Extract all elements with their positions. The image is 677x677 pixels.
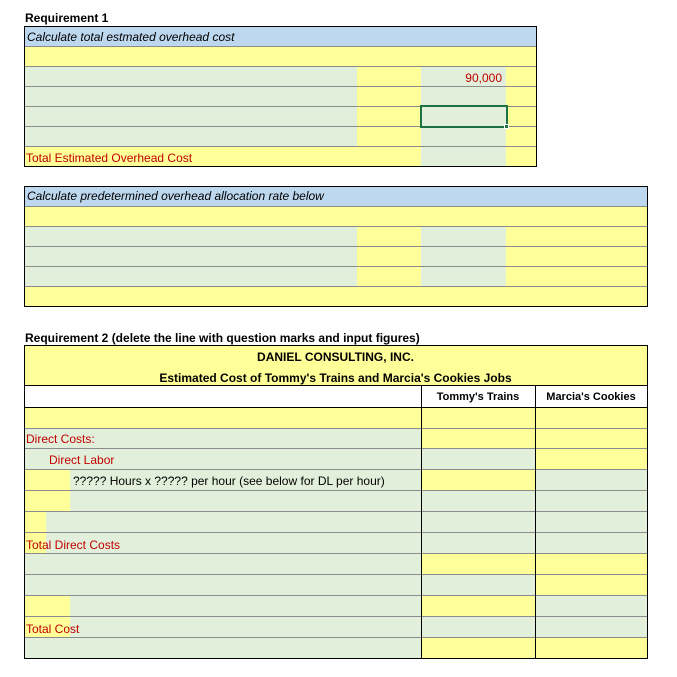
req2-total-cost-label: Total Cost (26, 622, 80, 636)
rate-table (24, 186, 648, 307)
req1-value: 90,000 (465, 71, 502, 85)
req2-subtitle: Estimated Cost of Tommy's Trains and Marcia's Cookies Jobs (159, 371, 512, 385)
req2-table (24, 345, 648, 659)
rate-table-border (24, 186, 648, 307)
req1-total-label: Total Estimated Overhead Cost (26, 151, 193, 165)
req2-direct-labor-label: Direct Labor (49, 453, 115, 467)
req2-hours-line-text: ????? Hours x ????? per hour (see below for DL per hour) (73, 474, 385, 488)
req1-table-border (24, 26, 537, 167)
req2-table-border (24, 345, 648, 659)
req2-col-tommys-trains: Tommy's Trains (436, 391, 520, 403)
req2-direct-costs-label: Direct Costs: (26, 432, 95, 446)
req1-header-text: Calculate total estmated overhead cost (27, 30, 235, 44)
req1-title: Requirement 1 (25, 11, 109, 25)
req1-table (24, 26, 537, 167)
req2-col-marcias-cookies: Marcia's Cookies (546, 391, 636, 403)
req2-company: DANIEL CONSULTING, INC. (257, 350, 414, 364)
req2-title: Requirement 2 (delete the line with question marks and input figures) (25, 331, 420, 345)
req2-total-direct-label: Total Direct Costs (26, 538, 121, 552)
rate-header-text: Calculate predetermined overhead allocation rate below (27, 189, 324, 203)
